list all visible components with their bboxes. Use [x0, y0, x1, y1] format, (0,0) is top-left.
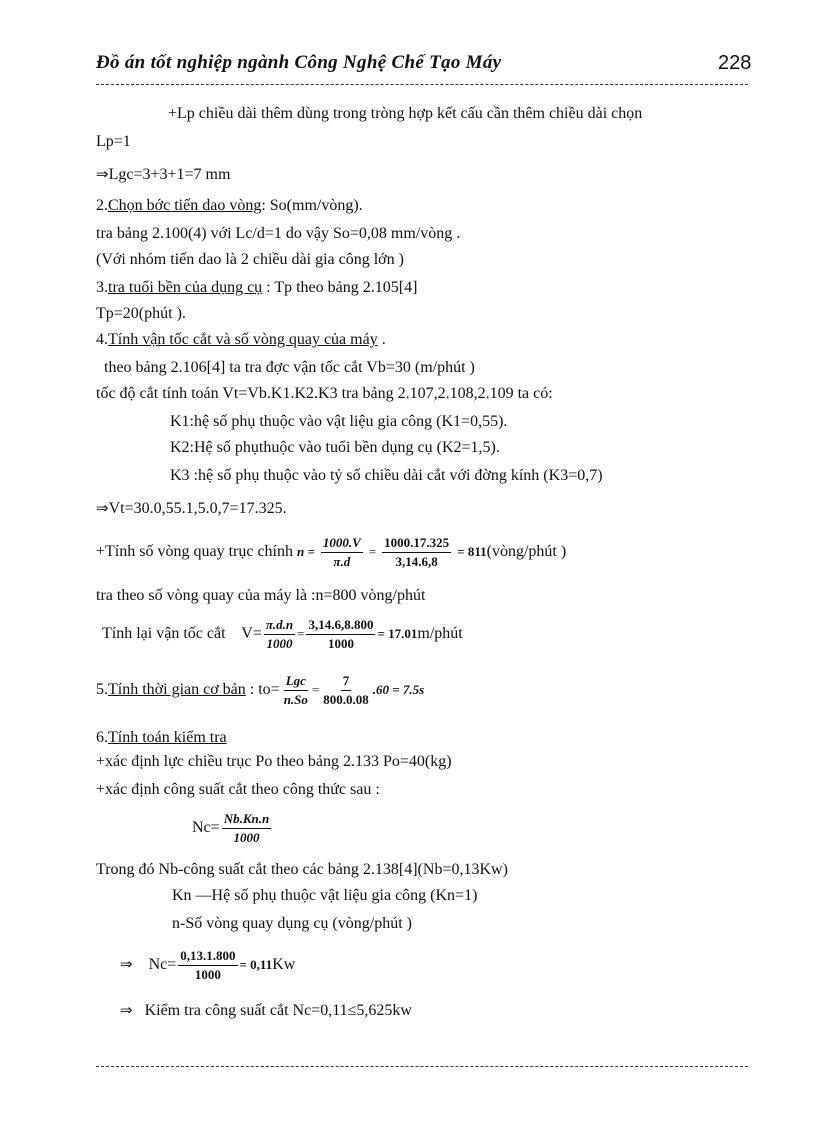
text-span: m/phút	[417, 625, 463, 642]
text-line: tra theo số vòng quay của máy là :n=800 vòng/phút	[96, 587, 426, 604]
fraction	[382, 535, 451, 570]
text-span: 2.	[96, 197, 108, 214]
text-span: 3.	[96, 279, 108, 296]
fraction-numerator: 7	[341, 673, 352, 691]
fraction-numerator: 1000.V	[321, 535, 363, 553]
text-line: K2:Hệ số phụthuộc vào tuổi bền dụng cụ (K2=1,5).	[170, 439, 500, 456]
text-line: Kn —Hệ số phụ thuộc vật liệu gia công (Kn=1)	[172, 887, 478, 904]
fraction-numerator: Nb.Kn.n	[222, 811, 272, 829]
header-divider	[96, 84, 748, 85]
text-span: +Tính số vòng quay trục chính	[96, 543, 293, 560]
fraction	[321, 535, 363, 570]
text-line: +Lp chiều dài thêm dùng trong tròng hợp kết cấu cần thêm chiều dài chọn	[168, 105, 643, 122]
section-heading	[96, 330, 386, 350]
fraction-denominator: 3,14.6,8	[395, 553, 438, 569]
implies-icon: ⇒	[120, 1001, 133, 1019]
text-line: theo bảng 2.106[4] ta tra đợc vận tốc cắt Vb=30 (m/phút )	[104, 359, 475, 376]
fraction-numerator: 1000.17.325	[382, 535, 451, 553]
text-span: : Tp theo bảng 2.105[4]	[262, 279, 418, 296]
fraction-denominator: n.So	[283, 691, 308, 707]
text-span: 6.	[96, 729, 108, 746]
implies-icon: ⇒	[96, 165, 109, 183]
text-line	[96, 164, 230, 185]
text-span: 5.	[96, 681, 108, 698]
text-line: tra bảng 2.100(4) với Lc/d=1 do vậy So=0,08 mm/vòng .	[96, 225, 461, 242]
fraction-denominator: 1000	[233, 829, 260, 845]
fraction-numerator: π.d.n	[264, 617, 295, 635]
text-line: K1:hệ số phụ thuộc vào vật liệu gia công (K1=0,55).	[170, 413, 508, 430]
text-span: : to=	[245, 681, 280, 698]
text-span: tra tuổi bền của dụng cụ	[108, 279, 263, 296]
text-span: Tính thời gian cơ bản	[108, 681, 246, 698]
fraction-denominator: 800.0.08	[323, 691, 369, 707]
fraction-denominator: 1000	[194, 966, 221, 982]
text-span: 4.	[96, 331, 108, 348]
fraction	[264, 617, 295, 652]
text-span: Lgc=3+3+1=7 mm	[108, 166, 231, 183]
formula-line	[120, 944, 295, 985]
formula-line: Tính lại vận tốc cắt V= $\frac{\pi.d.n}{1000}$ = $\frac{3,14.6,8.800}{1000}$ = 17.01m/phút	[102, 616, 463, 651]
text-line: K3 :hệ số phụ thuộc vào tỷ số chiều dài cắt với đờng kính (K3=0,7)	[170, 467, 603, 484]
text-span: (vòng/phút )	[486, 543, 567, 560]
text-span: .	[377, 331, 386, 348]
text-line: Tp=20(phút ).	[96, 305, 186, 322]
fraction-numerator: 0,13.1.800	[178, 948, 237, 966]
formula-line	[192, 808, 273, 848]
text-span: : So(mm/vòng).	[261, 197, 363, 214]
formula-term: Nc=	[148, 956, 177, 973]
text-line: Trong đó Nb-công suất cắt theo các bảng 2.138[4](Nb=0,13Kw)	[96, 861, 508, 878]
text-line: n-Số vòng quay dụng cụ (vòng/phút )	[172, 915, 412, 932]
text-line: (Với nhóm tiến dao là 2 chiều dài gia công lớn )	[96, 251, 404, 268]
text-line: +xác định công suất cắt theo công thức sau :	[96, 781, 380, 798]
formula-term: n =	[297, 544, 315, 559]
page-number: 228	[718, 52, 752, 74]
formula-term: Nc=	[192, 819, 220, 836]
fraction	[178, 948, 237, 983]
document-header-title: Đồ án tốt nghiệp ngành Công Nghệ Chế Tạo Máy	[96, 52, 502, 73]
text-line: tốc độ cắt tính toán Vt=Vb.K1.K2.K3 tra bảng 2.107,2.108,2.109 ta có:	[96, 385, 553, 402]
fraction-denominator: 1000	[266, 635, 293, 651]
footer-divider	[96, 1066, 748, 1067]
fraction-denominator: π.d	[333, 553, 351, 569]
fraction-numerator: 3,14.6,8.800	[306, 617, 375, 635]
text-line: +xác định lực chiều trục Po theo bảng 2.133 Po=40(kg)	[96, 753, 452, 770]
formula-result: = 0,11	[239, 957, 273, 972]
text-span: Kw	[272, 956, 296, 973]
implies-icon: ⇒	[96, 499, 109, 517]
formula-result: .60 = 7.5s	[372, 682, 425, 697]
fraction	[321, 673, 371, 708]
fraction-numerator: Lgc	[284, 673, 308, 691]
text-line	[120, 1000, 412, 1021]
fraction	[282, 673, 310, 708]
text-span: Kiểm tra công suất cắt Nc=0,11≤5,625kw	[144, 1002, 412, 1019]
fraction	[222, 811, 272, 846]
formula-line: +Tính số vòng quay trục chính n = $\frac{1000.V}{\pi.d}$ = $\frac{1000.17.325}{3,14.6,8}$ = 811(vòng/phút )	[96, 534, 567, 569]
formula-result: = 811	[457, 544, 487, 559]
fraction-denominator: 1000	[327, 635, 354, 651]
formula-term: V=	[241, 625, 262, 642]
section-heading	[96, 728, 227, 748]
text-span: Tính vận tốc cắt và số vòng quay của máy	[108, 331, 378, 348]
text-span: Tính toán kiểm tra	[108, 729, 227, 746]
implies-icon: ⇒	[120, 955, 133, 973]
fraction	[306, 617, 375, 652]
text-span: Chọn bớc tiến dao vòng	[108, 197, 262, 214]
text-span: Tính lại vận tốc cắt	[102, 625, 226, 642]
text-span: Vt=30.0,55.1,5.0,7=17.325.	[108, 500, 287, 517]
formula-result: = 17.01	[377, 626, 418, 641]
formula-line: 5.Tính thời gian cơ bản : to= $\frac{\text{Lgc}}{n.So}$ = $\frac{7}{800.0.08}$ .60 = 7.5s	[96, 672, 425, 707]
section-heading	[96, 196, 363, 216]
section-heading	[96, 278, 417, 298]
text-line: Lp=1	[96, 133, 131, 150]
text-line	[96, 498, 287, 519]
